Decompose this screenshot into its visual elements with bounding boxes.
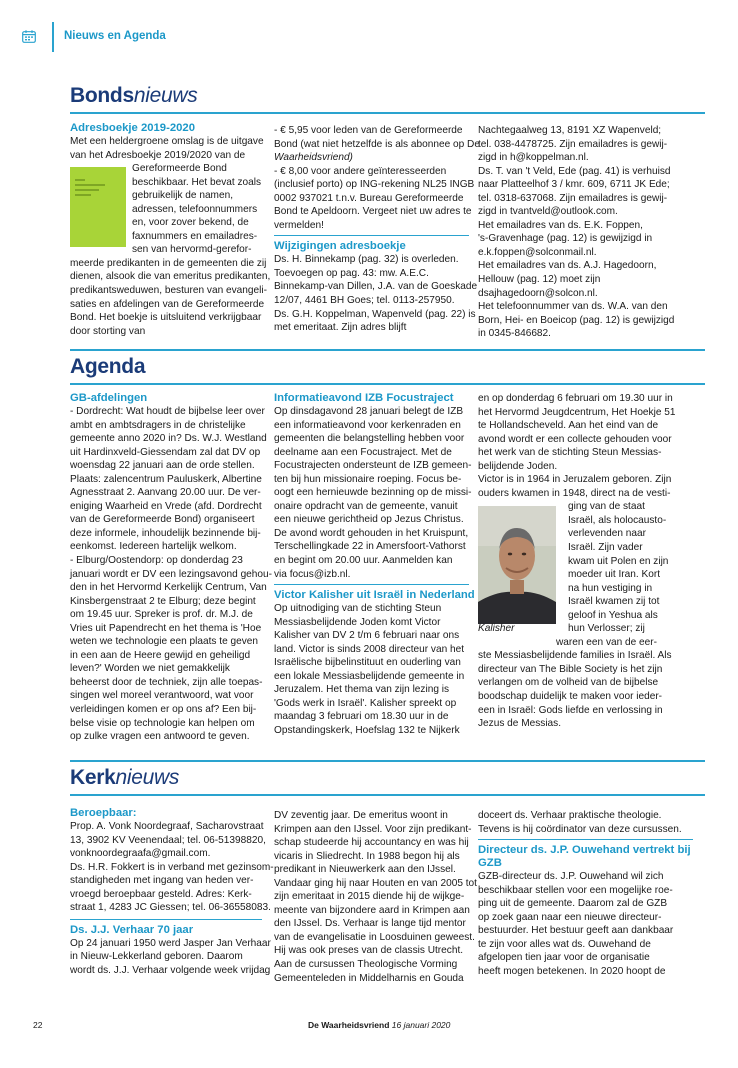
text-line: weten we technologie een plaats te geven <box>70 636 258 648</box>
text-line: Hellouw (pag. 12) moet zijn <box>478 274 601 286</box>
text-line: vermelden! <box>274 219 324 231</box>
text-line: ging van de staat <box>568 501 645 513</box>
text-line: Jezus de Messias. <box>478 718 562 730</box>
text-line: ste Messiasbelijdende families in Israël. Als <box>478 650 672 662</box>
text-line: Ds. H.R. Fokkert is in verband met gezinsom- <box>70 861 274 873</box>
text-line: Messiasbelijdende Joden komt Victor <box>274 616 441 628</box>
text-line: op zulke vragen een antwoord te geven. <box>70 731 250 743</box>
adresboekje-heading: Adresboekje 2019-2020 <box>70 122 195 134</box>
text-line: het werk van de stichting Steun Messias- <box>478 447 662 459</box>
agenda-rule <box>70 383 705 385</box>
text-line: Toevoegen op pag. 43: mw. A.E.C. <box>274 267 429 279</box>
text-line: een lokale Messiasbelijdende gemeente in <box>274 670 465 682</box>
page-number: 22 <box>33 1020 43 1030</box>
text-line: 0002 937021 t.n.v. Bureau Gereformeerde <box>274 192 464 204</box>
text-line: predikant in Nieuwerkerk aan den IJssel. <box>274 864 456 876</box>
text-line: Het emailadres van ds. E.K. Foppen, <box>478 219 643 231</box>
gb-afdelingen-heading: GB-afdelingen <box>70 392 148 404</box>
text-line: geloof in Yeshua als <box>568 609 658 621</box>
text-line: Focustrajecten ondersteunt de IZB gemeen- <box>274 460 472 472</box>
text-line: belse visie op technologie kan helpen om <box>70 717 255 729</box>
text-line: standigheden met ingang van heden ver- <box>70 875 254 887</box>
text-line: (inclusief porto) op ING-rekening NL25 INGB <box>274 179 475 191</box>
text-line: naar Platteelhof 3 / kmr. 609, 6711 JK Ede; <box>478 179 670 191</box>
izb-focustraject-heading: Informatieavond IZB Focustraject <box>274 392 454 404</box>
text-line: Born, Hei- en Boeicop (pag. 12) is gewijzigd <box>478 314 675 326</box>
text-line: bestuurder. Het bestuur geeft aan dankbaar <box>478 925 674 937</box>
text-line: beschikbaar. Het bevat zoals <box>132 176 262 188</box>
text-line: vroegd beroepbaar gesteld. Adres: Kerk- <box>70 888 252 900</box>
text-line: Vandaar ging hij naar Houten en van 2005 tot <box>274 877 477 889</box>
text-line: te zijn voor alles wat ds. Ouwehand de <box>478 938 651 950</box>
text-line: land. Victor is sinds 2008 directeur van het <box>274 643 465 655</box>
text-line: zigd in h@koppelman.nl. <box>478 152 589 164</box>
verhaar-70-heading: Ds. J.J. Verhaar 70 jaar <box>70 923 194 936</box>
text-line: met emeritaat. Zijn adres blijft <box>274 322 407 334</box>
text-line: het Hervormd Jeugdcentrum, Het Hoekje 51 <box>478 406 676 418</box>
text-line: heeft mogen betekenen. In 2020 hoopt de <box>478 965 666 977</box>
text-line: - € 8,00 voor andere geïnteresseerden <box>274 165 447 177</box>
subheading-rule <box>274 584 469 585</box>
text-line: leven?' Worden we niet gemakkelijk <box>70 663 230 675</box>
text-line: tel. 038-4478725. Zijn emailadres is gewij- <box>478 138 668 150</box>
text-line: 12/07, 4461 BH Goes; tel. 0113-257950. <box>274 295 455 307</box>
text-line: eenkomst. Iedereen hartelijk welkom. <box>70 541 237 553</box>
text-line: sen van hervormd-gerefor- <box>132 244 252 256</box>
text-line: ten bij hun missionaire roeping. Focus be- <box>274 473 462 485</box>
header-divider <box>52 22 54 52</box>
text-line: Victor is in 1964 in Jeruzalem geboren. Zijn <box>478 474 672 486</box>
text-line: deze informele, inhoudelijk bezinnende bij- <box>70 527 261 539</box>
text-line: dsajhagedoorn@solcon.nl. <box>478 287 598 299</box>
text-line: van de evangelisatie in Loosduinen geweest. <box>274 931 475 943</box>
text-line: De avond wordt gehouden in het Kruispunt, <box>274 527 469 539</box>
text-line: ouders kwamen in 1948, direct na de vesti- <box>478 487 671 499</box>
text-line: Israël kwamen zij tot <box>568 596 660 608</box>
text-line: en op donderdag 6 februari om 19.30 uur in <box>478 393 673 404</box>
text-line: Israël, als holocausto- <box>568 514 667 526</box>
text-line: verleidingen komen er op ons af? Een bij- <box>70 704 257 716</box>
bondsnieuws-column-2 <box>274 124 480 335</box>
ouwehand-heading-line-2: GZB <box>478 857 502 870</box>
text-line: tel. 0318-637068. Zijn emailadres is gewij- <box>478 192 668 204</box>
text-line: ambt en ambtsdragers in de christelijke <box>70 419 246 431</box>
calendar-icon <box>22 30 36 43</box>
text-line: avond wordt er een collecte gehouden voor <box>478 433 672 445</box>
text-line: Hij was ook preses van de classis Utrecht. <box>274 945 464 957</box>
text-line: Gereformeerde Bond <box>132 163 227 175</box>
text-line: een nieuwe gerichtheid op Jezus Christus. <box>274 514 464 526</box>
text-line: waren een van de eer- <box>556 636 658 648</box>
text-line: deelname aan een Focustraject. Met de <box>274 446 452 458</box>
text-line: DV zeventig jaar. De emeritus woont in <box>274 810 448 821</box>
text-line: Terschellingkade 22 in Amersfoort-Vathorst <box>274 541 466 553</box>
text-line: straat 1, 4283 JC Giessen; tel. 06-36558083. <box>70 902 271 914</box>
agenda-column-1 <box>70 392 272 744</box>
text-line: moeder uit Iran. Kort <box>568 569 661 581</box>
text-line: Nachtegaalweg 13, 8191 XZ Wapenveld; <box>478 125 662 136</box>
text-line: 13, 3902 KV Veenendaal; tel. 06-51398820, <box>70 834 266 846</box>
text-line: van de Gereformeerde Bond) organiseert <box>70 514 255 526</box>
publication-date: 16 januari 2020 <box>391 1020 451 1030</box>
text-line: belijdende Joden. <box>478 460 558 472</box>
text-line: - € 5,95 voor leden van de Gereformeerde <box>274 125 463 136</box>
text-line: om 19.45 uur. Spreker is prof. dr. M.J. de <box>70 609 253 621</box>
kerknieuws-title-italic: nieuws <box>115 766 180 789</box>
text-line: Binnekamp-van Dillen, J.A. van de Goeskade <box>274 281 478 293</box>
text-line: Ds. H. Binnekamp (pag. 32) is overleden. <box>274 254 459 266</box>
text-line: wordt ds. J.J. Verhaar volgende week vrijdag <box>70 964 271 976</box>
text-line: zijn emeritaat in 2015 diende hij de wijkge- <box>274 891 465 903</box>
subheading-rule <box>70 919 262 920</box>
text-line: verlangen om de volheid van de bijbelse <box>478 677 659 689</box>
subheading-rule <box>478 839 693 840</box>
text-line: Tevens is hij coördinator van deze cursussen. <box>478 823 682 835</box>
text-line: Gemeenteleden in Middelharnis en Gouda <box>274 972 464 984</box>
text-line: kwam uit Polen en zijn <box>568 555 669 567</box>
text-line: Agnesstraat 2. Aanvang 20.00 uur. De ver- <box>70 487 261 499</box>
kerknieuws-rule <box>70 794 705 796</box>
text-line: Het telefoonnummer van ds. W.A. van den <box>478 301 668 313</box>
text-line: - Elburg/Oostendorp: op donderdag 23 <box>70 555 243 567</box>
bondsnieuws-column-1 <box>70 122 271 338</box>
bondsnieuws-rule <box>70 112 705 114</box>
text-line: Bond te Apeldoorn. Vergeet niet uw adres te <box>274 206 472 218</box>
text-line: schap studeerde hij accountancy en was hij <box>274 837 469 849</box>
text-line: na hun vestiging in <box>568 582 653 594</box>
text-line: en begint om 20.00 uur. Aanmelden kan <box>274 555 453 567</box>
text-line: woensdag 22 januari aan de orde stellen. <box>70 460 255 472</box>
text-line: vicaris in Sliedrecht. In 1988 begon hij als <box>274 850 460 862</box>
text-line: Krimpen aan den IJssel. Voor zijn predikant- <box>274 823 472 835</box>
photo-caption: Kalisher <box>478 623 515 635</box>
text-line: dienen, alsook die van emeritus predikanten, <box>70 271 271 283</box>
kerknieuws-title <box>70 766 179 790</box>
text-line: Op dinsdagavond 28 januari belegt de IZB <box>274 406 464 417</box>
text-line: oogt een hernieuwde bezinning op de missi- <box>274 487 472 499</box>
text-line: Vries uit Papendrecht en het thema is 'Hoe <box>70 622 262 634</box>
text-line: in Nieuw-Lekkerland geboren. Daarom <box>70 951 243 963</box>
text-line: Het emailadres van ds. A.J. Hagedoorn, <box>478 260 657 272</box>
text-line: Israël. Zijn vader <box>568 542 643 554</box>
text-line: Bond (wat niet hetzelfde is als abonnee op De <box>274 138 480 150</box>
section-label: Nieuws en Agenda <box>64 30 166 42</box>
text-line: beheerst door de techniek, zijn alle toepas- <box>70 676 263 688</box>
wijzigingen-heading: Wijzigingen adresboekje <box>274 240 406 253</box>
text-line: Op uitnodiging van de stichting Steun <box>274 603 442 615</box>
text-line: den IJssel. Ds. Verhaar is lange tijd mentor <box>274 918 466 930</box>
text-line: maandag 3 februari om 18.30 uur in de <box>274 711 449 723</box>
text-line: beschikbaar stellen voor een mogelijke roe- <box>478 884 673 896</box>
text-line: meerde predikanten in de gemeenten die zij <box>70 257 267 269</box>
text-line: vonknoordegraafa@gmail.com. <box>70 848 211 860</box>
text-line: faxnummers en emailadres- <box>132 230 258 242</box>
text-line: door storting van <box>70 325 146 337</box>
text-line: Kalisher van DV 2 t/m 6 februari naar ons <box>274 630 460 642</box>
bondsnieuws-title <box>70 84 197 108</box>
text-line: 'Gods werk in Israël'. Kalisher spreekt op <box>274 697 457 709</box>
text-line: en, voor zover bekend, de <box>132 217 249 229</box>
text-line: gebruikelijk de namen, <box>132 190 233 202</box>
text-line: gemeenten die belangstelling hebben voor <box>274 433 465 445</box>
text-line: adressen, telefoonnummers <box>132 203 258 215</box>
text-line: ping uit de gemeente. Daarom zal de GZB <box>478 898 668 910</box>
text-line: saties en afdelingen van de Gereformeerde <box>70 298 265 310</box>
text-line: zigd in tvantveld@outlook.com. <box>478 206 618 218</box>
kerknieuws-column-1 <box>70 807 274 977</box>
text-line: in een aan de Heere gewijd en geheiligd <box>70 649 251 661</box>
text-line: Bond. Het boekje is uitsluitend verkrijgbaar <box>70 312 262 324</box>
text-line: afgelopen tien jaar voor de organisatie <box>478 952 650 964</box>
text-line: hun Verlosser; zij <box>568 623 645 635</box>
bondsnieuws-title-italic: nieuws <box>133 84 198 107</box>
text-line: den in het Hervormd Kerkelijk Centrum, Van <box>70 582 267 594</box>
text-line: eniging Waarheid en Vrede (afd. Dordrecht <box>70 500 262 512</box>
bondsnieuws-title-bold: Bonds <box>70 84 134 107</box>
text-line: onaire opdracht van de gemeente, vanuit <box>274 500 458 512</box>
subheading-rule <box>274 235 469 236</box>
kerknieuws-title-bold: Kerk <box>70 766 116 789</box>
text-line: Ds. T. van 't Veld, Ede (pag. 41) is verhuisd <box>478 165 671 177</box>
text-line: - Dordrecht: Wat houdt de bijbelse leer over <box>70 406 265 417</box>
footer-publication <box>308 1020 450 1030</box>
text-line: in 0345-846682. <box>478 328 551 340</box>
text-line: Met een heldergroene omslag is de uitgave <box>70 136 264 147</box>
text-line: e.k.foppen@solconmail.nl. <box>478 246 597 258</box>
text-line: meente van bijzondere aard in Krimpen aan <box>274 904 470 916</box>
text-line: uit Hardinxveld-Giessendam zal dat DV op <box>70 446 261 458</box>
text-line: Op 24 januari 1950 werd Jasper Jan Verhaar <box>70 937 271 949</box>
agenda-title: Agenda <box>70 355 146 378</box>
text-line: GZB-directeur ds. J.P. Ouwehand wil zich <box>478 871 664 883</box>
text-line: Aan de cursussen Theologische Vorming <box>274 959 458 971</box>
agenda-column-2 <box>274 392 475 738</box>
text-line: Israëlische bijbelinstituut en ouderling van <box>274 657 461 669</box>
text-line: 's-Gravenhage (pag. 12) is gewijzigd in <box>478 233 653 245</box>
text-line: Kinsbergenstraat 2 te Elburg; deze begint <box>70 595 256 607</box>
text-line: januari wordt er DV een lezingsavond gehou- <box>70 568 272 580</box>
text-line: verlevenden naar <box>568 528 646 540</box>
text-line: boodschap duidelijk te maken voor ieder- <box>478 691 663 703</box>
text-line: op zoek gaan naar een nieuwe directeur- <box>478 911 662 923</box>
text-line: Opstandingskerk, Hoefslag 132 te Nijkerk <box>274 725 460 737</box>
kerknieuws-column-2 <box>274 809 477 985</box>
text-line: een informatieavond voor kerkenraden en <box>274 419 461 431</box>
text-line: Waarheidsvriend) <box>274 152 353 164</box>
ouwehand-heading-line-1: Directeur ds. J.P. Ouwehand vertrekt bij <box>478 844 691 857</box>
text-line: Ds. G.H. Koppelman, Wapenveld (pag. 22) is <box>274 308 476 320</box>
victor-kalisher-heading: Victor Kalisher uit Israël in Nederland <box>274 589 475 602</box>
text-line: van het Adresboekje 2019/2020 van de <box>70 149 246 161</box>
text-line: via focus@izb.nl. <box>274 568 351 580</box>
agenda-column-3 <box>478 392 698 731</box>
text-line: doceert ds. Verhaar praktische theologie. <box>478 810 662 821</box>
text-line: te Hollandscheveld. Aan het eind van de <box>478 420 659 432</box>
text-line: Prop. A. Vonk Noordegraaf, Sacharovstraat <box>70 821 264 832</box>
text-line: een in Israël: Gods liefde en verlossing in <box>478 704 663 716</box>
agenda-top-rule <box>70 349 705 351</box>
text-line: predikantsweduwen, besturen van evangeli- <box>70 285 267 297</box>
text-line: directeur van The Bible Society is het zijn <box>478 663 663 675</box>
text-line: singen wel moreel verantwoord, wat voor <box>70 690 254 702</box>
text-line: Jeruzalem. Het thema van zijn lezing is <box>274 684 450 696</box>
publication-name: De Waarheidsvriend <box>308 1020 390 1030</box>
text-line: gemeente anno 2020 in? Ds. W.J. Westland <box>70 433 267 445</box>
bondsnieuws-column-3 <box>478 124 693 341</box>
beroepbaar-heading: Beroepbaar: <box>70 807 137 819</box>
text-line: Plaats: zalencentrum Pauluskerk, Albertine <box>70 473 262 485</box>
kerknieuws-top-rule <box>70 760 705 762</box>
kerknieuws-column-3 <box>478 809 693 978</box>
